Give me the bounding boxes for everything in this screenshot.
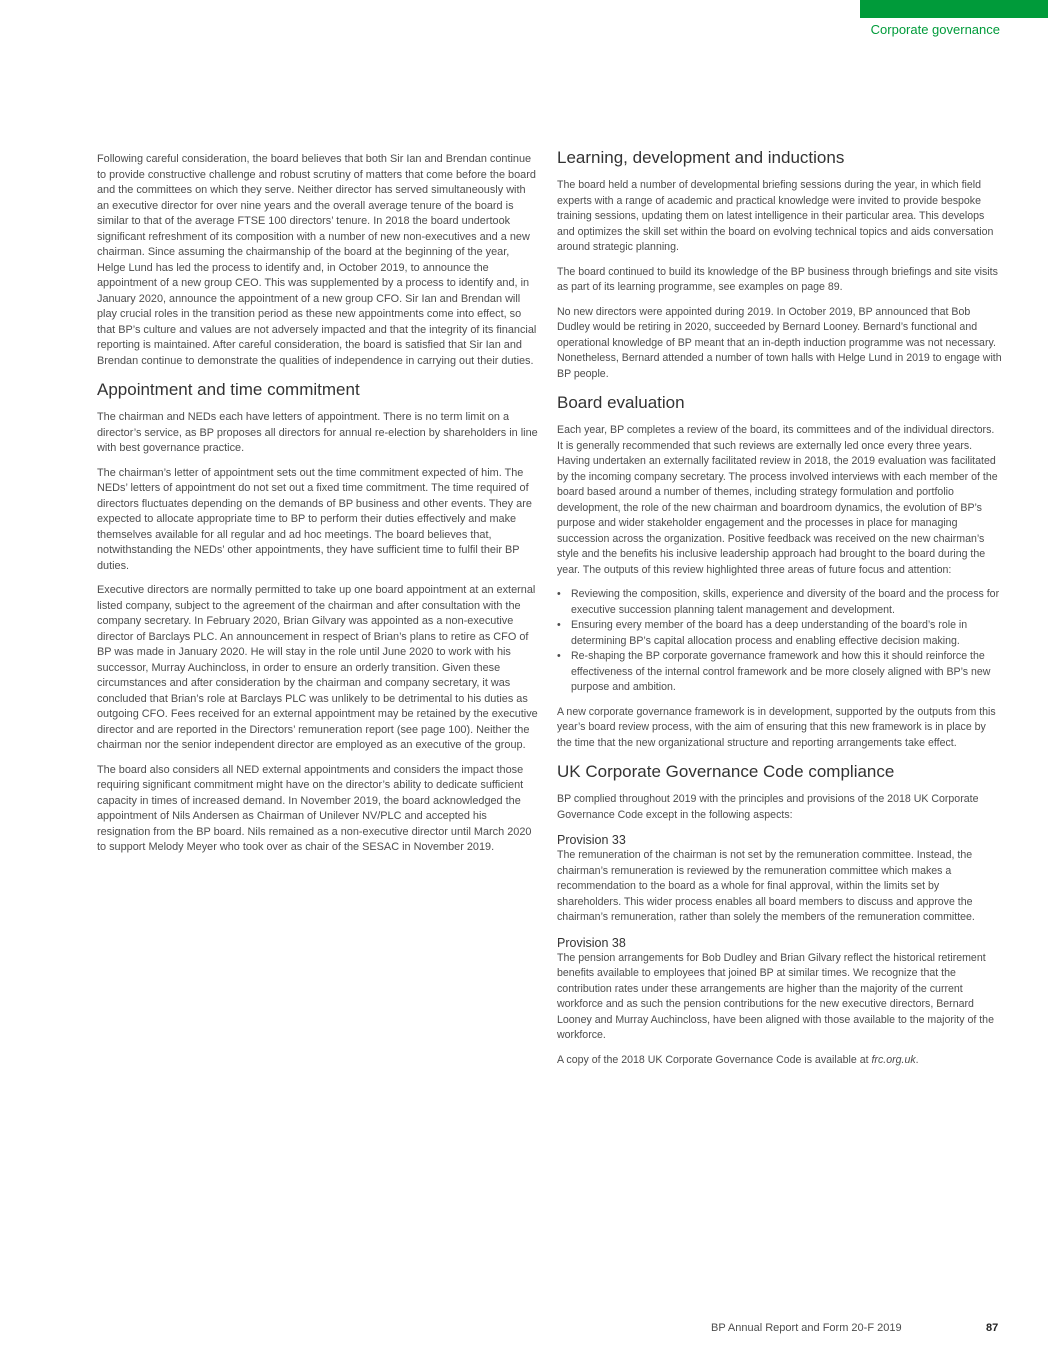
appointment-heading: Appointment and time commitment [97, 380, 360, 399]
header-accent-bar [860, 0, 1048, 18]
appointment-paragraph-1: The chairman and NEDs each have letters of appointment. There is no term limit on a director’s service, as BP proposes all directors for annual re-election by shareholders in line with best governance practice. [97, 411, 538, 454]
frc-link[interactable]: frc.org.uk [871, 1053, 916, 1066]
list-item: • Ensuring every member of the board has a deep understanding of the board’s role in determining BP’s capital allocation process and enabling effective decision making. [557, 618, 1002, 649]
footer-report-title: BP Annual Report and Form 20-F 2019 [711, 1322, 902, 1334]
learning-paragraph-2: The board continued to build its knowledge of the BP business through briefings and site visits as part of its learning programme, see examples on page 89. [557, 265, 998, 293]
code-copy-end: . [915, 1053, 919, 1066]
appointment-paragraph-4: The board also considers all NED external appointments and considers the impact those requiring significant commitment might have on the director’s ability to dedicate sufficient capacity in times of increased demand. In November 2019, the board acknowledged the appointment of Nils Andersen as Chairman of Unilever NV/PLC and accepted his resignation from the BP board. Nils remained as a non-executive director until March 2020 to support Melody Meyer who took over as chair of the SESAC in November 2019. [97, 763, 532, 853]
evaluation-paragraph-2: A new corporate governance framework is in development, supported by the outputs from this year’s board review process, with the aim of ensuring that this new framework is in place by the time that the new organizational structure and reporting arrangements take effect. [557, 705, 996, 749]
evaluation-heading: Board evaluation [557, 393, 685, 412]
page-number: 87 [986, 1322, 999, 1334]
intro-paragraph: Following careful consideration, the board believes that both Sir Ian and Brendan continue to provide constructive challenge and robust scrutiny of matters that come before the board and the committees on which they serve. Neither director has served simultaneously with an executive director for over nine years and the overall average tenure of the board is similar to that of the average FTSE 100 directors’ tenure. In 2018 the board undertook significant refreshment of its composition with a number of new non-executives and a new chairman. Since assuming the chairmanship of the board at the beginning of the year, Helge Lund has led the process to identify and, in October 2019, to announce the appointment of a new group CEO. This was supplemented by a process to identify and, in January 2020, announce the appointment of a new group CFO. Sir Ian and Brendan will play crucial roles in the transition period as these new appointments come into effect, so that BP’s culture and values are not adversely impacted and that the integrity of its financial reporting is maintained. After careful consideration, the board is satisfied that Sir Ian and Brendan continue to demonstrate the qualities of independence in carrying out their duties. [97, 153, 537, 367]
learning-heading: Learning, development and inductions [557, 148, 845, 167]
appointment-paragraph-2: The chairman’s letter of appointment sets out the time commitment expected of him. The NEDs’ letters of appointment do not set out a fixed time commitment. The time required of directors fluctuates depending on the demands of BP business and other events. They are expected to allocate appropriate time to BP to perform their duties effectively and make themselves available for all regular and ad hoc meetings. The board believes that, notwithstanding the NEDs’ other appointments, they have sufficient time to fulfil their BP duties. [97, 466, 532, 572]
provision-38-text: The pension arrangements for Bob Dudley and Brian Gilvary reflect the historical retirement benefits available to employees that joined BP at similar times. We recognize that the contribution rates under these arrangements are higher than the majority of the current workforce and as such the pension contributions for the new executive directors, Bernard Looney and Murray Auchincloss, have been aligned with those available to the majority of the workforce. [557, 951, 994, 1041]
provision-38-heading: Provision 38 [557, 935, 626, 950]
evaluation-paragraph-1: Each year, BP completes a review of the board, its committees and of the individual directors. It is generally recommended that such reviews are externally led once every three years. Having undertaken an externally facilitated review in 2018, the 2019 evaluation was facilitated by the incoming company secretary. The process involved interviews with each member of the board based around a number of themes, including strategy formulation and portfolio development, the role of the new chairman and boardroom dynamics, the evolution of BP’s purpose and wider stakeholder engagement and the processes in place for managing succession across the organization. Positive feedback was received on the new chairman’s style and the benefits his inclusive leadership approach had brought to the board during the year. The outputs of this review highlighted three areas of future focus and attention: [557, 424, 998, 576]
appointment-paragraph-3: Executive directors are normally permitted to take up one board appointment at an external listed company, subject to the agreement of the chairman and after consultation with the company secretary. In February 2020, Brian Gilvary was appointed as a non-executive director of Barclays PLC. An announcement in respect of Brian’s plans to retire as CFO of BP was made in January 2020. He will stay in the role until June 2020 to work with his successor, Murray Auchincloss, in order to ensure an orderly transition. Given these circumstances and after consideration by the chairman and company secretary, it was concluded that Brian’s role at Barclays PLC was unlikely to be detrimental to his duties as outgoing CFO. Fees received for an external appointment may be retained by the executive director and are reported in the Directors’ remuneration report (see page 100). Neither the chairman nor the senior independent director are employed as an executive of the group. [97, 584, 538, 751]
provision-33-text: The remuneration of the chairman is not set by the remuneration committee. Instead, the chairman’s remuneration is reviewed by the remuneration committee which makes a recommendation to the board as a whole for final approval, within the limits set by shareholders. This wider process enables all board members to discuss and approve the chairman’s remuneration, rather than solely the members of the remuneration committee. [557, 849, 975, 923]
code-compliance-heading: UK Corporate Governance Code compliance [557, 762, 895, 781]
right-column [557, 148, 1002, 1077]
list-item: • Reviewing the composition, skills, experience and diversity of the board and the process for executive succession planning talent management and development. [557, 587, 1002, 618]
learning-paragraph-3: No new directors were appointed during 2019. In October 2019, BP announced that Bob Dudley would be retiring in 2020, succeeded by Bernard Looney. Bernard’s functional and operational knowledge of BP meant that an in-depth induction programme was not necessary. Nonetheless, Bernard attended a number of town halls with Helge Lund in 2019 to engage with BP people. [557, 305, 1002, 380]
list-item: • Re-shaping the BP corporate governance framework and how this it should reinforce the effectiveness of the internal control framework and be more closely aligned with BP’s new purpose and ambition. [557, 649, 1002, 696]
code-compliance-paragraph: BP complied throughout 2019 with the principles and provisions of the 2018 UK Corporate Governance Code except in the following aspects: [557, 793, 979, 821]
left-column [97, 152, 538, 865]
code-copy-text: A copy of the 2018 UK Corporate Governance Code is available at [557, 1053, 872, 1066]
section-label: Corporate governance [870, 22, 1000, 37]
evaluation-focus-list [557, 587, 1002, 696]
code-copy-paragraph [557, 1053, 1002, 1069]
learning-paragraph-1: The board held a number of developmental briefing sessions during the year, in which field experts with a range of academic and practical knowledge were invited to provide bespoke training sessions, updating them on latest intelligence in their particular area. This develops and optimizes the skill set within the board on evolving technical topics and aids conversation around strategic planning. [557, 179, 994, 253]
provision-33-heading: Provision 33 [557, 833, 626, 847]
